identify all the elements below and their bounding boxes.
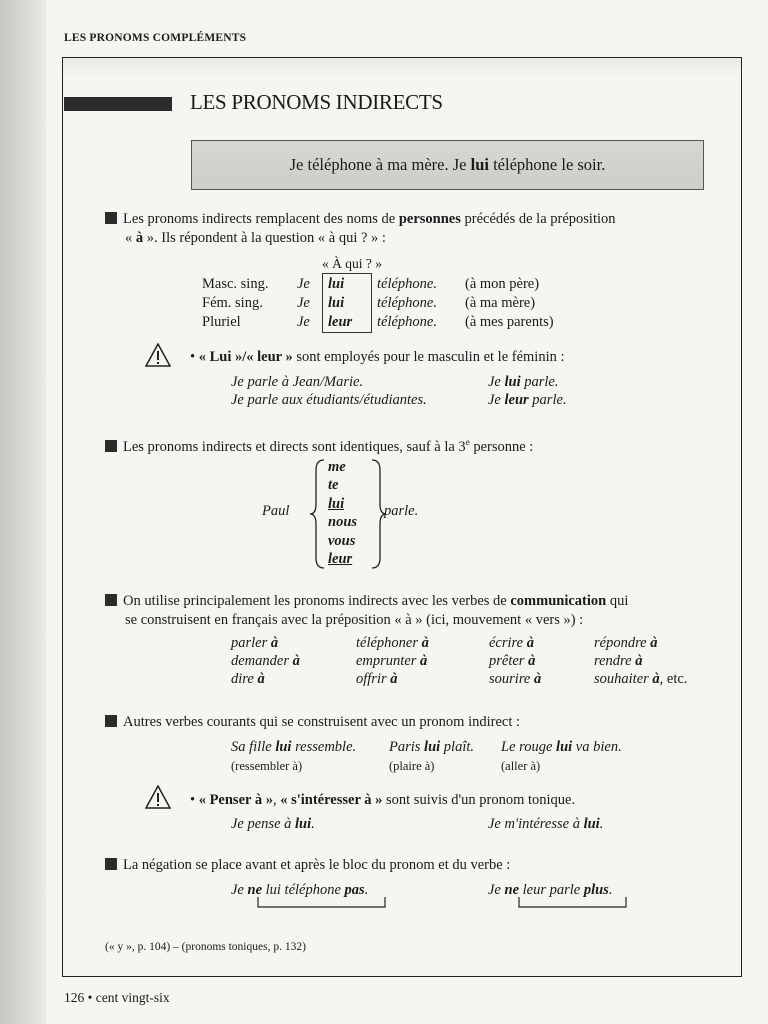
example-line: Le rouge lui va bien.	[501, 739, 622, 755]
example-line: Je parle aux étudiants/étudiantes.	[231, 392, 427, 408]
table-header: « À qui ? »	[322, 256, 382, 271]
rule-paragraph-3: On utilise principalement les pronoms indirects avec les verbes de communication qui se construisent en français avec la préposition « à » (ici, mouvement « vers ») :	[105, 592, 735, 630]
negation-example: Je ne lui téléphone pas.	[231, 882, 369, 898]
table-subject: Je	[297, 295, 310, 311]
verb-item: souhaiter à, etc.	[594, 671, 688, 687]
table-row: Masc. sing.	[202, 276, 269, 292]
example-box	[191, 140, 704, 190]
square-bullet-icon	[105, 212, 117, 224]
section-title: LES PRONOMS INDIRECTS	[190, 90, 443, 114]
pronoun-item: leur	[328, 551, 353, 567]
example-gloss: (plaire à)	[389, 759, 435, 773]
table-gloss: (à mon père)	[465, 276, 540, 292]
table-verb: téléphone.	[377, 295, 437, 311]
square-bullet-icon	[105, 440, 117, 452]
example-line: Je pense à lui.	[231, 816, 315, 832]
verb-item: rendre à	[594, 653, 643, 669]
square-bullet-icon	[105, 715, 117, 727]
left-brace	[308, 458, 328, 570]
warning-1-text: • « Lui »/« leur » sont employés pour le masculin et le féminin :	[190, 349, 565, 365]
verb-item: parler à	[231, 635, 279, 651]
table-subject: Je	[297, 276, 310, 292]
table-pronoun: lui	[328, 276, 345, 292]
warning-triangle-icon	[145, 343, 171, 367]
verb-item: demander à	[231, 653, 300, 669]
example-line: Je parle à Jean/Marie.	[231, 374, 364, 390]
verb-item: offrir à	[356, 671, 398, 687]
pronoun-item: nous	[328, 514, 358, 530]
running-head: LES PRONOMS COMPLÉMENTS	[64, 32, 247, 44]
page-gutter	[0, 0, 46, 1024]
table-gloss: (à ma mère)	[465, 295, 536, 311]
verb-item: dire à	[231, 671, 265, 687]
negation-bracket	[256, 897, 388, 909]
table-subject: Je	[297, 314, 310, 330]
paul-subject: Paul	[262, 503, 290, 519]
paul-verb: parle.	[384, 503, 419, 519]
example-line: Je lui parle.	[488, 374, 559, 390]
verb-item: prêter à	[489, 653, 536, 669]
example-line: Je m'intéresse à lui.	[488, 816, 604, 832]
table-row: Fém. sing.	[202, 295, 263, 311]
example-line: Paris lui plaît.	[389, 739, 475, 755]
verb-item: répondre à	[594, 635, 658, 651]
example-line: Je leur parle.	[488, 392, 567, 408]
negation-example: Je ne leur parle plus.	[488, 882, 613, 898]
verb-item: téléphoner à	[356, 635, 429, 651]
warning-triangle-icon	[145, 785, 171, 809]
example-text: Je téléphone à ma mère. Je lui téléphone le soir.	[289, 155, 606, 174]
page-footer: 126 • cent vingt-six	[64, 990, 170, 1005]
example-gloss: (ressembler à)	[231, 759, 303, 773]
page-number-words: cent vingt-six	[95, 990, 170, 1005]
example-line: Sa fille lui ressemble.	[231, 739, 357, 755]
rule-paragraph-4: Autres verbes courants qui se construisent avec un pronom indirect :	[105, 713, 735, 732]
rule-paragraph-2: Les pronoms indirects et directs sont identiques, sauf à la 3e personne :	[105, 433, 735, 457]
verb-item: sourire à	[489, 671, 542, 687]
title-marker-bar	[64, 97, 172, 111]
verb-item: écrire à	[489, 635, 534, 651]
table-gloss: (à mes parents)	[465, 314, 554, 330]
verb-item: emprunter à	[356, 653, 428, 669]
example-gloss: (aller à)	[501, 759, 541, 773]
table-verb: téléphone.	[377, 276, 437, 292]
pronoun-item: vous	[328, 533, 356, 549]
pronoun-item: me	[328, 459, 346, 475]
pronoun-item: lui	[328, 496, 345, 512]
page-number: 126	[64, 990, 85, 1005]
table-pronoun: lui	[328, 295, 345, 311]
pronoun-item: te	[328, 477, 339, 493]
rule-paragraph-5: La négation se place avant et après le bloc du pronom et du verbe :	[105, 856, 735, 875]
square-bullet-icon	[105, 594, 117, 606]
negation-bracket	[517, 897, 629, 909]
table-pronoun: leur	[328, 314, 353, 330]
square-bullet-icon	[105, 858, 117, 870]
table-row: Pluriel	[202, 314, 241, 330]
rule-paragraph-1: Les pronoms indirects remplacent des noms de personnes précédés de la préposition « à ». Ils répondent à la question « à qui ? » :	[105, 210, 735, 248]
table-verb: téléphone.	[377, 314, 437, 330]
warning-2-text: • « Penser à », « s'intéresser à » sont suivis d'un pronom tonique.	[190, 792, 576, 808]
cross-references: (« y », p. 104) – (pronoms toniques, p. 132)	[105, 941, 306, 953]
